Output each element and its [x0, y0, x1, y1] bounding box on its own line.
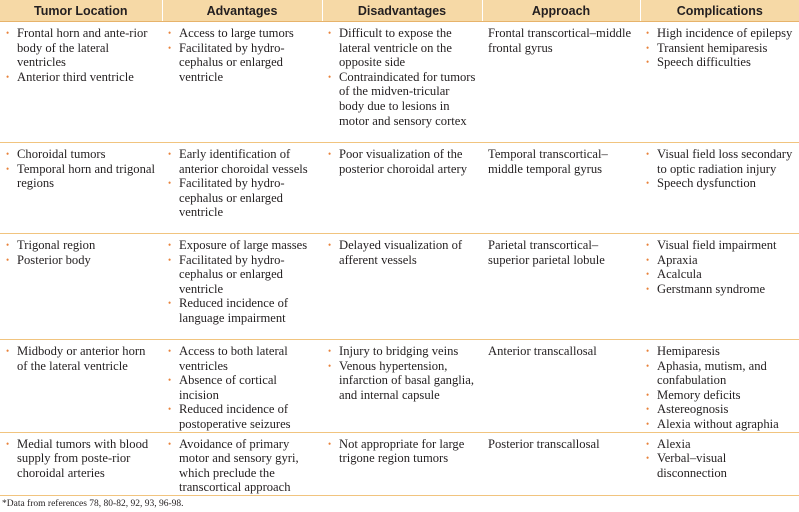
- list-item: [168, 296, 316, 325]
- advantages-cell: [162, 432, 322, 495]
- list-item: [646, 238, 793, 253]
- complications-cell: [640, 143, 799, 234]
- table-row: [0, 432, 799, 495]
- bullet-icon: •: [328, 438, 332, 449]
- list-item: [646, 451, 793, 480]
- bullet-icon: •: [6, 71, 10, 82]
- bullet-icon: •: [168, 149, 172, 159]
- list-item: [6, 70, 156, 85]
- footnote: *Data from references 78, 80-82, 92, 93, 96-98.: [2, 499, 184, 509]
- list-item: [168, 253, 316, 297]
- list-item: [646, 402, 793, 417]
- list-item-text: Not appropriate for large trigone region tumors: [339, 436, 465, 466]
- list-item: [168, 26, 316, 41]
- bullet-list: [646, 26, 793, 70]
- approach-text: Anterior transcallosal: [488, 344, 597, 358]
- bullet-icon: •: [646, 418, 650, 429]
- list-item-text: Visual field impairment: [657, 238, 777, 252]
- complications-cell: [640, 234, 799, 340]
- approach-cell: [482, 340, 640, 433]
- list-item-text: Facilitated by hydro-cephalus or enlarged ventricle: [179, 40, 285, 84]
- bullet-icon: •: [646, 254, 650, 265]
- list-item-text: Choroidal tumors: [17, 147, 106, 161]
- bullet-icon: •: [328, 360, 332, 371]
- list-item: [646, 55, 793, 70]
- tumor-location-cell: [0, 143, 162, 234]
- bullet-icon: •: [168, 298, 172, 309]
- list-item-text: Medial tumors with blood supply from poste-rior choroidal arteries: [17, 436, 149, 480]
- list-item-text: Reduced incidence of language impairment: [179, 296, 289, 325]
- list-item: [646, 26, 793, 41]
- list-item-text: Midbody or anterior horn of the lateral ventricle: [17, 344, 146, 373]
- list-item: [646, 417, 793, 432]
- bullet-list: [328, 344, 476, 402]
- advantages-cell: [162, 234, 322, 340]
- list-item-text: Visual field loss secondary to optic radiation injury: [657, 147, 793, 176]
- bullet-list: [6, 26, 156, 84]
- bullet-icon: •: [168, 346, 172, 356]
- bullet-icon: •: [168, 438, 172, 449]
- bullet-list: [6, 344, 156, 373]
- list-item: [168, 41, 316, 85]
- list-item-text: Absence of cortical incision: [179, 373, 277, 402]
- bullet-icon: •: [328, 71, 332, 82]
- list-item: [646, 359, 793, 388]
- list-item: [328, 147, 476, 176]
- list-item: [6, 162, 156, 191]
- approach-cell: [482, 432, 640, 495]
- bullet-icon: •: [168, 375, 172, 386]
- list-item: [328, 344, 476, 359]
- list-item: [328, 26, 476, 70]
- list-item-text: Posterior body: [17, 252, 91, 267]
- list-item-text: Contraindicated for tumors of the midven-tricular body due to lesions in motor and sensory cortex: [339, 69, 476, 128]
- list-item-text: Acalcula: [657, 267, 702, 282]
- bullet-list: [168, 147, 316, 220]
- list-item-text: Trigonal region: [17, 238, 96, 252]
- bullet-icon: •: [328, 346, 332, 356]
- header-complications: Complications: [640, 0, 799, 22]
- bullet-icon: •: [646, 453, 650, 464]
- list-item: [646, 267, 793, 282]
- complications-cell: [640, 22, 799, 143]
- bullet-icon: •: [646, 389, 650, 400]
- list-item-text: Astereognosis: [657, 402, 729, 417]
- bullet-icon: •: [6, 163, 10, 174]
- bullet-icon: •: [646, 178, 650, 189]
- list-item: [168, 437, 316, 495]
- list-item: [328, 238, 476, 267]
- bullet-icon: •: [646, 269, 650, 280]
- bullet-icon: •: [646, 149, 650, 159]
- header-tumor-location: Tumor Location: [0, 0, 162, 22]
- bullet-icon: •: [646, 57, 650, 68]
- bullet-icon: •: [646, 240, 650, 250]
- bullet-list: [646, 437, 793, 481]
- list-item: [646, 147, 793, 176]
- list-item: [328, 437, 476, 466]
- header-disadvantages: Disadvantages: [322, 0, 482, 22]
- tumor-location-cell: [0, 340, 162, 433]
- advantages-cell: [162, 22, 322, 143]
- tumor-location-cell: [0, 22, 162, 143]
- list-item-text: Frontal horn and ante-rior body of the lateral ventricles: [17, 26, 148, 70]
- bullet-list: [646, 344, 793, 432]
- list-item: [6, 147, 156, 162]
- bullet-list: [6, 238, 156, 267]
- list-item-text: Injury to bridging veins: [339, 344, 459, 358]
- bullet-icon: •: [328, 240, 332, 250]
- list-item-text: Poor visualization of the posterior choroidal artery: [339, 147, 467, 176]
- list-item-text: Hemiparesis: [657, 344, 720, 358]
- list-item-text: Temporal horn and trigonal regions: [17, 161, 155, 191]
- list-item-text: Transient hemiparesis: [657, 40, 768, 55]
- bullet-icon: •: [168, 28, 172, 38]
- bullet-icon: •: [646, 360, 650, 371]
- header-approach: Approach: [482, 0, 640, 22]
- list-item: [646, 344, 793, 359]
- list-item: [6, 344, 156, 373]
- list-item: [168, 176, 316, 220]
- list-item: [328, 359, 476, 403]
- list-item: [6, 253, 156, 268]
- bullet-icon: •: [6, 28, 10, 38]
- complications-cell: [640, 432, 799, 495]
- table-row: [0, 234, 799, 340]
- advantages-cell: [162, 143, 322, 234]
- list-item-text: High incidence of epilepsy: [657, 26, 793, 40]
- bullet-list: [168, 26, 316, 84]
- list-item-text: Apraxia: [657, 252, 698, 267]
- header-advantages: Advantages: [162, 0, 322, 22]
- approach-text: Posterior transcallosal: [488, 436, 600, 451]
- list-item: [646, 437, 793, 452]
- bullet-list: [168, 344, 316, 432]
- table-row: [0, 340, 799, 433]
- bullet-list: [328, 26, 476, 128]
- list-item: [646, 176, 793, 191]
- list-item: [6, 26, 156, 70]
- list-item-text: Avoidance of primary motor and sensory gyri, which preclude the transcortical approach: [179, 436, 299, 495]
- tumor-location-cell: [0, 432, 162, 495]
- list-item: [168, 402, 316, 431]
- bullet-list: [328, 437, 476, 466]
- table-row: [0, 143, 799, 234]
- bullet-icon: •: [6, 240, 10, 250]
- disadvantages-cell: [322, 432, 482, 495]
- list-item-text: Alexia without agraphia: [657, 416, 779, 431]
- list-item-text: Anterior third ventricle: [17, 69, 134, 84]
- table-row: [0, 22, 799, 143]
- approach-text: Frontal transcortical–middle frontal gyrus: [488, 26, 632, 55]
- bullet-icon: •: [168, 42, 172, 53]
- bullet-list: [328, 147, 476, 176]
- bullet-list: [328, 238, 476, 267]
- disadvantages-cell: [322, 143, 482, 234]
- bullet-icon: •: [6, 254, 10, 265]
- disadvantages-cell: [322, 22, 482, 143]
- bullet-list: [646, 238, 793, 296]
- approach-cell: [482, 143, 640, 234]
- bullet-icon: •: [168, 240, 172, 250]
- bullet-icon: •: [6, 438, 10, 449]
- bullet-list: [168, 437, 316, 495]
- list-item-text: Early identification of anterior choroidal vessels: [179, 147, 308, 176]
- bullet-icon: •: [328, 149, 332, 159]
- list-item: [646, 41, 793, 56]
- list-item-text: Delayed visualization of afferent vessels: [339, 238, 463, 267]
- bullet-list: [6, 437, 156, 481]
- list-item-text: Facilitated by hydro-cephalus or enlarged ventricle: [179, 176, 285, 220]
- bullet-icon: •: [646, 438, 650, 449]
- list-item-text: Alexia: [657, 436, 691, 451]
- bullet-icon: •: [168, 254, 172, 265]
- list-item: [646, 388, 793, 403]
- approach-cell: [482, 22, 640, 143]
- list-item-text: Speech difficulties: [657, 55, 751, 70]
- list-item-text: Gerstmann syndrome: [657, 281, 766, 296]
- disadvantages-cell: [322, 340, 482, 433]
- bullet-icon: •: [646, 283, 650, 294]
- bullet-list: [168, 238, 316, 326]
- bullet-icon: •: [328, 28, 332, 38]
- bullet-icon: •: [6, 346, 10, 356]
- list-item: [646, 253, 793, 268]
- list-item: [168, 373, 316, 402]
- approach-text: Parietal transcortical–superior parietal lobule: [488, 238, 605, 267]
- list-item-text: Aphasia, mutism, and confabulation: [657, 358, 767, 388]
- list-item: [168, 344, 316, 373]
- list-item: [6, 238, 156, 253]
- list-item-text: Exposure of large masses: [179, 238, 308, 252]
- bullet-icon: •: [646, 404, 650, 415]
- list-item: [646, 282, 793, 297]
- list-item-text: Memory deficits: [657, 387, 741, 402]
- list-item-text: Access to large tumors: [179, 26, 294, 40]
- header-row: [0, 0, 799, 22]
- list-item-text: Access to both lateral ventricles: [179, 344, 288, 373]
- list-item: [6, 437, 156, 481]
- list-item-text: Facilitated by hydro-cephalus or enlarged ventricle: [179, 252, 285, 296]
- bullet-icon: •: [6, 149, 10, 159]
- list-item-text: Reduced incidence of postoperative seizures: [179, 402, 291, 431]
- approach-text: Temporal transcortical–middle temporal gyrus: [488, 147, 608, 176]
- bullet-icon: •: [168, 178, 172, 189]
- list-item: [328, 70, 476, 128]
- tumor-location-cell: [0, 234, 162, 340]
- bullet-icon: •: [646, 346, 650, 356]
- list-item-text: Difficult to expose the lateral ventricle on the opposite side: [339, 26, 452, 70]
- bullet-list: [6, 147, 156, 191]
- advantages-cell: [162, 340, 322, 433]
- approach-cell: [482, 234, 640, 340]
- table-body: [0, 22, 799, 496]
- complications-cell: [640, 340, 799, 433]
- list-item: [168, 238, 316, 253]
- bullet-icon: •: [646, 28, 650, 38]
- disadvantages-cell: [322, 234, 482, 340]
- list-item-text: Venous hypertension, infarction of basal ganglia, and internal capsule: [339, 358, 474, 402]
- table-header: [0, 0, 799, 22]
- list-item-text: Speech dysfunction: [657, 176, 756, 191]
- bullet-icon: •: [646, 42, 650, 53]
- bullet-list: [646, 147, 793, 191]
- bullet-icon: •: [168, 404, 172, 415]
- list-item-text: Verbal–visual disconnection: [657, 451, 727, 480]
- list-item: [168, 147, 316, 176]
